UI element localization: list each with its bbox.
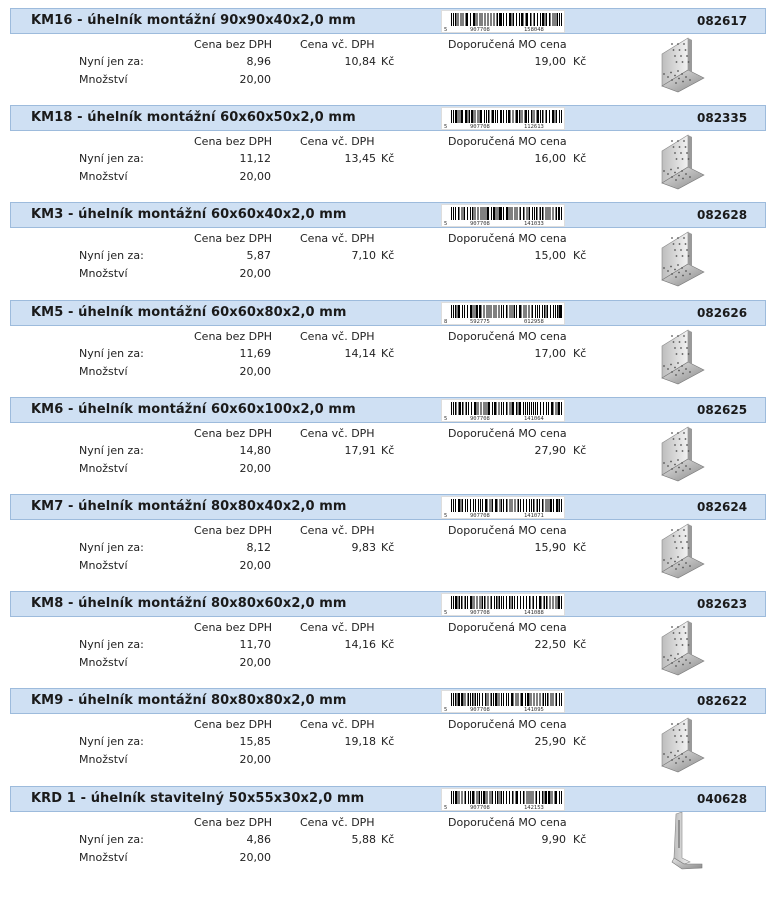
- currency-label: Kč: [573, 443, 587, 457]
- price-inc-vat-value: 14,14: [344, 346, 376, 360]
- barcode-right-digits: 012958: [524, 318, 544, 325]
- product-header: [10, 105, 766, 131]
- product-code: 082626: [697, 305, 748, 320]
- product-item: [0, 680, 776, 777]
- now-only-label: Nyní jen za:: [79, 346, 144, 360]
- barcode-first-digit: 5: [444, 804, 448, 811]
- barcode-right-digits: 141064: [524, 415, 544, 422]
- quantity-value: 20,00: [239, 267, 271, 281]
- price-inc-vat-header: Cena vč. DPH: [300, 621, 375, 635]
- product-header: [10, 202, 766, 228]
- price-ex-vat-header: Cena bez DPH: [194, 135, 273, 149]
- price-inc-vat-header: Cena vč. DPH: [300, 38, 375, 51]
- barcode-left-digits: 592775: [470, 318, 490, 325]
- price-ex-vat-value: 14,80: [239, 443, 271, 457]
- price-inc-vat-value: 14,16: [344, 638, 376, 652]
- product-image[interactable]: [650, 520, 710, 580]
- barcode-left-digits: 907708: [470, 221, 490, 228]
- price-inc-vat-header: Cena vč. DPH: [300, 718, 375, 732]
- quantity-value: 20,00: [239, 73, 271, 86]
- barcode-right-digits: 141071: [524, 513, 544, 519]
- currency-label: Kč: [573, 346, 587, 360]
- now-only-label: Nyní jen za:: [79, 152, 144, 166]
- recommended-price-value: 22,50: [534, 638, 566, 652]
- price-ex-vat-value: 11,70: [239, 638, 271, 652]
- barcode-digits: [442, 26, 565, 33]
- product-item: [0, 97, 776, 194]
- recommended-price-header: Doporučená MO cena: [448, 38, 567, 51]
- product-image[interactable]: [650, 34, 710, 94]
- product-code: 082623: [697, 597, 748, 612]
- product-header: [10, 300, 766, 326]
- barcode-digits: [442, 512, 565, 519]
- price-inc-vat-header: Cena vč. DPH: [300, 329, 375, 343]
- barcode-first-digit: 5: [444, 27, 448, 33]
- recommended-price-value: 15,00: [534, 249, 566, 263]
- recommended-price-value: 17,00: [534, 346, 566, 360]
- product-item: [0, 292, 776, 389]
- barcode-first-digit: 8: [444, 318, 448, 325]
- price-ex-vat-value: 15,85: [239, 735, 271, 749]
- price-inc-vat-header: Cena vč. DPH: [300, 815, 375, 829]
- now-only-label: Nyní jen za:: [79, 541, 144, 554]
- currency-label: Kč: [381, 249, 395, 263]
- barcode-digits: [442, 123, 565, 130]
- recommended-price-value: 16,00: [534, 152, 566, 166]
- barcode-left-digits: 907708: [470, 124, 490, 131]
- barcode-image: [441, 107, 565, 130]
- product-header: [10, 688, 766, 714]
- product-image[interactable]: [650, 714, 710, 774]
- barcode-right-digits: 158048: [524, 27, 544, 33]
- currency-label: Kč: [573, 249, 587, 263]
- barcode-digits: [442, 706, 565, 713]
- product-item: [0, 583, 776, 680]
- product-title[interactable]: KM3 - úhelník montážní 60x60x40x2,0 mm: [31, 207, 347, 223]
- recommended-price-header: Doporučená MO cena: [448, 621, 567, 635]
- price-inc-vat-header: Cena vč. DPH: [300, 232, 375, 246]
- barcode-left-digits: 907708: [470, 707, 490, 714]
- price-inc-vat-header: Cena vč. DPH: [300, 426, 375, 440]
- product-header: [10, 591, 766, 617]
- recommended-price-value: 25,90: [534, 735, 566, 749]
- product-title[interactable]: KM18 - úhelník montážní 60x60x50x2,0 mm: [31, 110, 356, 126]
- barcode-right-digits: 112613: [524, 124, 544, 131]
- product-image[interactable]: [650, 423, 710, 483]
- barcode-image: [441, 10, 565, 33]
- barcode-first-digit: 5: [444, 221, 448, 228]
- price-ex-vat-value: 8,96: [246, 55, 271, 68]
- product-image[interactable]: [650, 228, 710, 288]
- product-code: 082617: [697, 14, 748, 28]
- barcode-left-digits: 907708: [470, 804, 490, 811]
- price-inc-vat-value: 13,45: [344, 152, 376, 166]
- product-code: 082624: [697, 500, 748, 514]
- quantity-label: Množství: [79, 753, 128, 767]
- price-ex-vat-header: Cena bez DPH: [194, 232, 273, 246]
- product-title[interactable]: KRD 1 - úhelník stavitelný 50x55x30x2,0 mm: [31, 790, 365, 806]
- price-ex-vat-header: Cena bez DPH: [194, 815, 273, 829]
- product-title[interactable]: KM9 - úhelník montážní 80x80x80x2,0 mm: [31, 693, 347, 709]
- price-inc-vat-value: 5,88: [351, 832, 376, 846]
- barcode-first-digit: 5: [444, 610, 448, 617]
- recommended-price-header: Doporučená MO cena: [448, 329, 567, 343]
- product-image[interactable]: [650, 131, 710, 191]
- price-ex-vat-value: 11,12: [239, 152, 271, 166]
- recommended-price-header: Doporučená MO cena: [448, 232, 567, 246]
- quantity-value: 20,00: [239, 753, 271, 767]
- product-title[interactable]: KM7 - úhelník montážní 80x80x40x2,0 mm: [31, 499, 347, 514]
- product-item: [0, 778, 776, 875]
- barcode-first-digit: 5: [444, 707, 448, 714]
- price-inc-vat-value: 17,91: [344, 443, 376, 457]
- barcode-first-digit: 5: [444, 124, 448, 131]
- price-inc-vat-value: 7,10: [351, 249, 376, 263]
- recommended-price-header: Doporučená MO cena: [448, 815, 567, 829]
- barcode-image: [441, 302, 565, 325]
- price-inc-vat-header: Cena vč. DPH: [300, 524, 375, 537]
- currency-label: Kč: [381, 443, 395, 457]
- barcode-left-digits: 907708: [470, 415, 490, 422]
- currency-label: Kč: [573, 832, 587, 846]
- price-inc-vat-value: 19,18: [344, 735, 376, 749]
- recommended-price-header: Doporučená MO cena: [448, 426, 567, 440]
- barcode-image: [441, 204, 565, 227]
- quantity-value: 20,00: [239, 656, 271, 670]
- recommended-price-value: 9,90: [541, 832, 566, 846]
- product-code: 040628: [697, 791, 748, 806]
- barcode-image: [441, 788, 565, 811]
- currency-label: Kč: [381, 638, 395, 652]
- price-inc-vat-value: 10,84: [344, 55, 376, 68]
- quantity-value: 20,00: [239, 364, 271, 378]
- barcode-image: [441, 399, 565, 422]
- barcode-left-digits: 907708: [470, 610, 490, 617]
- barcode-digits: [442, 804, 565, 811]
- barcode-first-digit: 5: [444, 415, 448, 422]
- quantity-value: 20,00: [239, 170, 271, 184]
- price-ex-vat-value: 8,12: [246, 541, 271, 554]
- barcode-left-digits: 907708: [470, 513, 490, 519]
- price-ex-vat-header: Cena bez DPH: [194, 38, 273, 51]
- currency-label: Kč: [573, 638, 587, 652]
- quantity-label: Množství: [79, 170, 128, 184]
- barcode-digits: [442, 415, 565, 422]
- product-header: [10, 397, 766, 423]
- currency-label: Kč: [381, 541, 395, 554]
- price-ex-vat-value: 5,87: [246, 249, 271, 263]
- barcode-right-digits: 141095: [524, 707, 544, 714]
- price-inc-vat-value: 9,83: [351, 541, 376, 554]
- quantity-value: 20,00: [239, 850, 271, 864]
- product-image[interactable]: [650, 812, 710, 872]
- recommended-price-value: 15,90: [534, 541, 566, 554]
- currency-label: Kč: [381, 735, 395, 749]
- currency-label: Kč: [381, 832, 395, 846]
- product-title[interactable]: KM5 - úhelník montážní 60x60x80x2,0 mm: [31, 304, 347, 320]
- quantity-label: Množství: [79, 461, 128, 475]
- barcode-digits: [442, 609, 565, 616]
- price-ex-vat-value: 11,69: [239, 346, 271, 360]
- product-code: 082628: [697, 208, 748, 223]
- product-item: [0, 0, 776, 97]
- currency-label: Kč: [573, 735, 587, 749]
- recommended-price-value: 19,00: [534, 55, 566, 68]
- currency-label: Kč: [381, 346, 395, 360]
- product-title[interactable]: KM8 - úhelník montážní 80x80x60x2,0 mm: [31, 596, 347, 612]
- quantity-label: Množství: [79, 559, 128, 572]
- barcode-left-digits: 907708: [470, 27, 490, 33]
- product-header: [10, 8, 766, 34]
- barcode-first-digit: 5: [444, 513, 448, 519]
- recommended-price-header: Doporučená MO cena: [448, 524, 567, 537]
- product-title[interactable]: KM16 - úhelník montážní 90x90x40x2,0 mm: [31, 13, 356, 28]
- price-ex-vat-header: Cena bez DPH: [194, 718, 273, 732]
- product-code: 082335: [697, 111, 748, 126]
- barcode-right-digits: 142153: [524, 804, 544, 811]
- product-header: [10, 494, 766, 520]
- quantity-label: Množství: [79, 73, 128, 86]
- product-title[interactable]: KM6 - úhelník montážní 60x60x100x2,0 mm: [31, 401, 356, 417]
- quantity-label: Množství: [79, 364, 128, 378]
- currency-label: Kč: [573, 541, 587, 554]
- product-image[interactable]: [650, 617, 710, 677]
- barcode-image: [441, 593, 565, 616]
- quantity-label: Množství: [79, 656, 128, 670]
- now-only-label: Nyní jen za:: [79, 249, 144, 263]
- currency-label: Kč: [381, 55, 395, 68]
- quantity-value: 20,00: [239, 559, 271, 572]
- recommended-price-header: Doporučená MO cena: [448, 718, 567, 732]
- price-ex-vat-header: Cena bez DPH: [194, 329, 273, 343]
- now-only-label: Nyní jen za:: [79, 735, 144, 749]
- price-ex-vat-header: Cena bez DPH: [194, 426, 273, 440]
- currency-label: Kč: [381, 152, 395, 166]
- barcode-right-digits: 141088: [524, 610, 544, 617]
- currency-label: Kč: [573, 55, 587, 68]
- barcode-digits: [442, 220, 565, 227]
- product-item: [0, 486, 776, 583]
- price-inc-vat-header: Cena vč. DPH: [300, 135, 375, 149]
- barcode-digits: [442, 318, 565, 325]
- price-ex-vat-header: Cena bez DPH: [194, 621, 273, 635]
- price-ex-vat-value: 4,86: [246, 832, 271, 846]
- now-only-label: Nyní jen za:: [79, 443, 144, 457]
- product-item: [0, 194, 776, 291]
- price-ex-vat-header: Cena bez DPH: [194, 524, 273, 537]
- barcode-image: [441, 496, 565, 519]
- now-only-label: Nyní jen za:: [79, 55, 144, 68]
- quantity-label: Množství: [79, 267, 128, 281]
- currency-label: Kč: [573, 152, 587, 166]
- now-only-label: Nyní jen za:: [79, 832, 144, 846]
- quantity-label: Množství: [79, 850, 128, 864]
- product-code: 082622: [697, 694, 748, 709]
- product-image[interactable]: [650, 326, 710, 386]
- recommended-price-value: 27,90: [534, 443, 566, 457]
- product-code: 082625: [697, 402, 748, 417]
- quantity-value: 20,00: [239, 461, 271, 475]
- barcode-right-digits: 141033: [524, 221, 544, 228]
- barcode-image: [441, 690, 565, 713]
- now-only-label: Nyní jen za:: [79, 638, 144, 652]
- product-header: [10, 786, 766, 812]
- product-item: [0, 389, 776, 486]
- recommended-price-header: Doporučená MO cena: [448, 135, 567, 149]
